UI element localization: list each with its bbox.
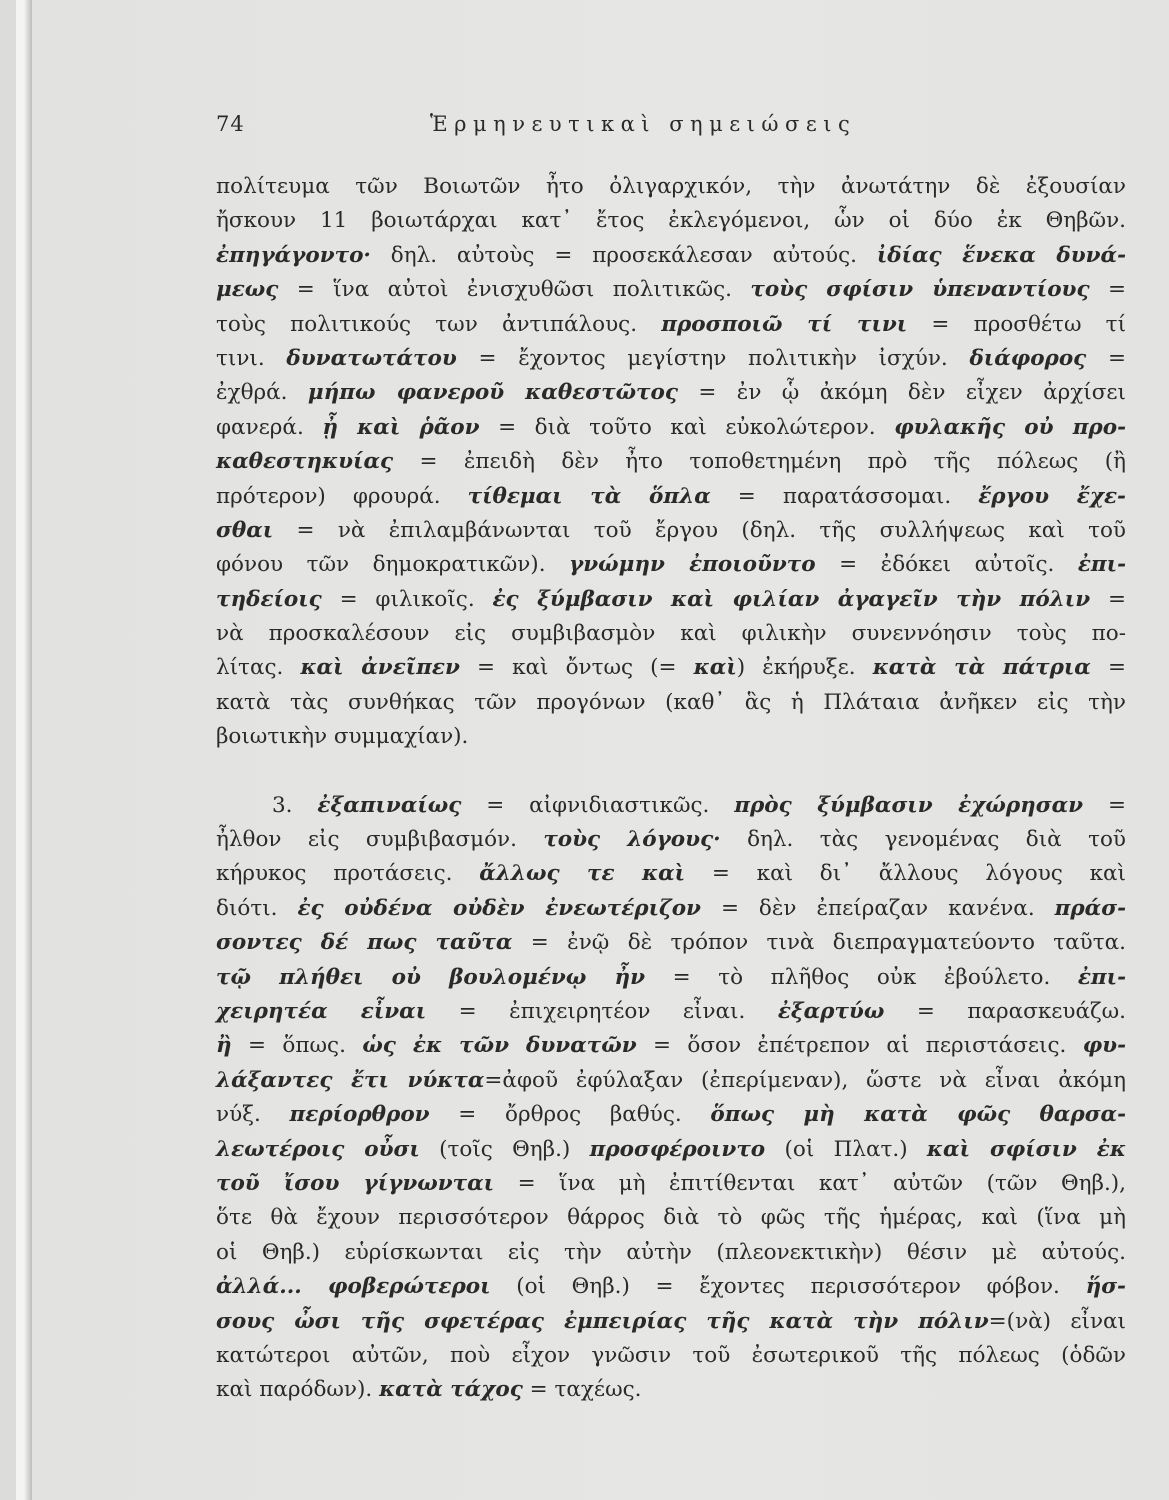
lemma-bold: τῷ πλήθει οὐ βουλομένῳ ἦν [216, 964, 646, 990]
gloss-text: =ἀφοῦ ἐφύλαξαν (ἐπερίμεναν), ὥστε νὰ εἶναι ἀκόμη [484, 1067, 1126, 1093]
gloss-text: = [1086, 345, 1126, 371]
gloss-text: = [1090, 586, 1126, 612]
gloss-text: = ἵνα μὴ ἐπιτίθενται κατ᾽ αὐτῶν (τῶν Θηβ.), [494, 1170, 1126, 1196]
gloss-text: λίτας. [216, 655, 301, 681]
gloss-text: = ἐν ᾧ ἀκόμη δὲν εἶχεν ἀρχίσει [677, 380, 1126, 406]
gloss-text: 3. [272, 792, 318, 818]
gloss-text: = [1089, 277, 1126, 303]
text-line [216, 273, 1126, 307]
gloss-text: νὰ προσκαλέσουν εἰς συμβιβασμὸν καὶ φιλικὴν συνεννόησιν τοὺς πο- [216, 621, 1126, 647]
lemma-bold: καὶ [693, 655, 737, 681]
text-line [216, 1098, 1126, 1132]
gloss-text: κατώτεροι αὐτῶν, ποὺ εἶχον γνῶσιν τοῦ ἐσωτερικοῦ τῆς πόλεως (ὁδῶν [216, 1342, 1126, 1368]
text-line [216, 1339, 1126, 1373]
text-line [216, 1236, 1126, 1270]
lemma-bold: ἐξαπιναίως [317, 792, 462, 818]
lemma-bold: ᾖ καὶ ῥᾶον [322, 414, 480, 440]
page-header [216, 112, 1156, 148]
gloss-text: = καὶ δι᾽ ἄλλους λόγους καὶ [685, 861, 1126, 887]
lemma-bold: σθαι [216, 517, 274, 543]
text-line [216, 1133, 1126, 1167]
lemma-bold: γνώμην ἐποιοῦντο [569, 552, 816, 578]
text-line [216, 514, 1126, 548]
paragraph [216, 789, 1126, 1408]
lemma-bold: ἰδίας ἕνεκα δυνά- [876, 242, 1126, 268]
gloss-text: = ὅπως. [231, 1033, 363, 1059]
text-line [216, 857, 1126, 891]
lemma-bold: καθεστηκυίας [216, 449, 394, 475]
gloss-text: ὅτε θὰ ἔχουν περισσότερον θάρρος διὰ τὸ φῶς τῆς ἡμέρας, καὶ (ἵνα μὴ [216, 1205, 1126, 1231]
text-line [216, 445, 1126, 479]
text-line [216, 617, 1126, 651]
text-line [216, 789, 1126, 823]
gloss-text: πολίτευμα τῶν Βοιωτῶν ἦτο ὀλιγαρχικόν, τὴν ἀνωτάτην δὲ ἐξουσίαν [216, 174, 1126, 199]
text-line [216, 1167, 1126, 1201]
lemma-bold: ἐπηγάγοντο· [216, 242, 371, 268]
lemma-bold: δυνατωτάτου [286, 345, 457, 371]
gloss-text: = ἐπιχειρητέον εἶναι. [426, 998, 778, 1024]
lemma-bold: ἀλλά... φοβερώτεροι [216, 1274, 491, 1300]
text-line [216, 170, 1126, 204]
lemma-bold: τοὺς λόγους· [543, 827, 721, 853]
gloss-text: (τοῖς Θηβ.) [419, 1136, 590, 1162]
lemma-bold: πράσ- [1054, 895, 1126, 921]
text-line [216, 1373, 1126, 1407]
lemma-bold: φυ- [1082, 1033, 1127, 1059]
lemma-bold: καὶ σφίσιν ἐκ [926, 1136, 1126, 1162]
gloss-text: κατὰ τὰς συνθήκας τῶν προγόνων (καθ᾽ ἃς ἡ Πλάταια ἀνῆκεν εἰς τὴν [216, 689, 1126, 715]
gloss-text: = παρασκευάζω. [884, 998, 1127, 1024]
text-line [216, 1201, 1126, 1235]
lemma-bold: ἢ [216, 1033, 232, 1059]
gloss-text: κήρυκος προτάσεις. [216, 861, 480, 887]
lemma-bold: ὅπως μὴ κατὰ φῶς θαρσα- [710, 1102, 1127, 1128]
lemma-bold: διάφορος [969, 345, 1087, 371]
text-line [216, 1270, 1126, 1304]
text-line [216, 995, 1126, 1029]
gloss-text: φόνου τῶν δημοκρατικῶν). [216, 552, 570, 578]
lemma-bold: ἐς ξύμβασιν καὶ φιλίαν ἀγαγεῖν τὴν πόλιν [492, 586, 1091, 612]
lemma-bold: σοντες δέ πως ταῦτα [216, 930, 513, 956]
text-line [216, 720, 1126, 754]
gloss-text: νύξ. [216, 1102, 290, 1128]
lemma-bold: τηδείοις [216, 586, 322, 612]
lemma-bold: καὶ ἀνεῖπεν [300, 655, 460, 681]
text-line [216, 686, 1126, 720]
lemma-bold: κατὰ τὰ πάτρια [872, 655, 1091, 681]
running-title: Ἑρμηνευτικαὶ σημειώσεις [430, 112, 857, 136]
gloss-text: = [1083, 792, 1126, 818]
gloss-text: δηλ. αὐτοὺς = προσεκάλεσαν αὐτούς. [370, 242, 877, 268]
lemma-bold: ὡς ἐκ τῶν δυνατῶν [362, 1033, 637, 1059]
text-line [216, 411, 1126, 445]
lemma-bold: μεως [216, 277, 279, 303]
lemma-bold: μήπω φανεροῦ καθεστῶτος [307, 380, 678, 406]
lemma-bold: τοῦ ἴσου γίγνωνται [216, 1170, 495, 1196]
text-line [216, 480, 1126, 514]
gloss-text: = φιλικοῖς. [321, 586, 493, 612]
text-line [216, 1064, 1126, 1098]
gloss-text: = ἐδόκει αὐτοῖς. [815, 552, 1078, 578]
gloss-text: = καὶ ὄντως (= [459, 655, 694, 681]
text-line [216, 926, 1126, 960]
text-line [216, 1029, 1126, 1063]
gloss-text: καὶ παρόδων). [216, 1377, 380, 1403]
text-line [216, 892, 1126, 926]
lemma-bold: ἐπι- [1077, 552, 1126, 578]
gloss-text: τοὺς πολιτικούς των ἀντιπάλους. [216, 311, 662, 337]
gloss-text: = ἵνα αὐτοὶ ἐνισχυθῶσι πολιτικῶς. [278, 277, 751, 303]
lemma-bold: ἄλλως τε καὶ [479, 861, 686, 887]
lemma-bold: ἐς οὐδένα οὐδὲν ἐνεωτέριζον [297, 895, 701, 921]
gloss-text: ἤσκουν 11 βοιωτάρχαι κατ᾽ ἔτος ἐκλεγόμενοι, ὧν οἱ δύο ἐκ Θηβῶν. [216, 208, 1126, 234]
page-edge [16, 0, 32, 1500]
text-line [216, 342, 1126, 376]
text-line [216, 823, 1126, 857]
text-line [216, 376, 1126, 410]
gloss-text: = διὰ τοῦτο καὶ εὐκολώτερον. [479, 414, 895, 440]
gloss-text: ἐχθρά. [216, 380, 308, 406]
lemma-bold: κατὰ τάχος [379, 1377, 523, 1403]
text-line [216, 239, 1126, 273]
lemma-bold: προσφέροιντο [589, 1136, 766, 1162]
lemma-bold: τοὺς σφίσιν ὑπεναντίους [750, 277, 1090, 303]
lemma-bold: ἐξαρτύω [777, 998, 885, 1024]
lemma-bold: περίορθρον [289, 1102, 430, 1128]
gloss-text: διότι. [216, 895, 298, 921]
lemma-bold: λάξαντες ἔτι νύκτα [216, 1067, 485, 1093]
gloss-text: ) ἐκήρυξε. [736, 655, 873, 681]
gloss-text: = ὅσον ἐπέτρεπον αἱ περιστάσεις. [636, 1033, 1083, 1059]
gloss-text: φανερά. [216, 414, 323, 440]
gloss-text: = ὄρθρος βαθύς. [429, 1102, 711, 1128]
gloss-text: = αἰφνιδιαστικῶς. [461, 792, 735, 818]
text-line [216, 1305, 1126, 1339]
lemma-bold: ἔργου ἔχε- [978, 483, 1126, 509]
lemma-bold: χειρητέα εἶναι [216, 998, 427, 1024]
text-line [216, 961, 1126, 995]
gloss-text: =(νὰ) εἶναι [988, 1308, 1126, 1334]
gloss-text: βοιωτικὴν συμμαχίαν). [216, 724, 469, 750]
gloss-text: = δὲν ἐπείραζαν κανένα. [700, 895, 1055, 921]
lemma-bold: φυλακῆς οὐ προ- [894, 414, 1126, 440]
gloss-text: δηλ. τὰς γενομένας διὰ τοῦ [720, 827, 1126, 853]
gloss-text: ἦλθον εἰς συμβιβασμόν. [216, 827, 544, 853]
text-line [216, 651, 1126, 685]
page-number: 74 [216, 112, 245, 136]
body-text [216, 170, 1126, 1408]
text-line [216, 548, 1126, 582]
gloss-text: = τὸ πλῆθος οὐκ ἐβούλετο. [645, 964, 1078, 990]
paragraph-gap [216, 755, 1126, 789]
lemma-bold: σους ὦσι τῆς σφετέρας ἐμπειρίας τῆς κατὰ τὴν πόλιν [216, 1308, 989, 1334]
lemma-bold: προσποιῶ τί τινι [661, 311, 908, 337]
gloss-text: (οἱ Θηβ.) = ἔχοντες περισσότερον φόβον. [490, 1274, 1086, 1300]
gloss-text: πρότερον) φρουρά. [216, 483, 468, 509]
gloss-text: οἱ Θηβ.) εὑρίσκωνται εἰς τὴν αὐτὴν (πλεονεκτικὴν) θέσιν μὲ αὐτούς. [216, 1239, 1126, 1265]
gloss-text: = προσθέτω τί [907, 311, 1127, 337]
gloss-text: = ἔχοντος μεγίστην πολιτικὴν ἰσχύν. [456, 345, 970, 371]
lemma-bold: ἥσ- [1085, 1274, 1126, 1300]
lemma-bold: τίθεμαι τὰ ὅπλα [467, 483, 711, 509]
gloss-text: = ταχέως. [522, 1377, 642, 1403]
lemma-bold: πρὸς ξύμβασιν ἐχώρησαν [734, 792, 1084, 818]
text-line [216, 308, 1126, 342]
gloss-text: = παρατάσσομαι. [710, 483, 979, 509]
gloss-text: = ἐνῷ δὲ τρόπον τινὰ διεπραγματεύοντο ταῦτα. [512, 930, 1126, 956]
text-line [216, 204, 1126, 238]
gloss-text: (οἱ Πλατ.) [765, 1136, 927, 1162]
paragraph [216, 170, 1126, 755]
gloss-text: = [1090, 655, 1126, 681]
gloss-text: = ἐπειδὴ δὲν ἦτο τοποθετημένη πρὸ τῆς πόλεως (ἢ [393, 449, 1126, 475]
gloss-text: = νὰ ἐπιλαμβάνωνται τοῦ ἔργου (δηλ. τῆς συλλήψεως καὶ τοῦ [273, 517, 1126, 543]
lemma-bold: ἐπι- [1077, 964, 1126, 990]
gloss-text: τινι. [216, 345, 287, 371]
text-line [216, 583, 1126, 617]
lemma-bold: λεωτέροις οὖσι [216, 1136, 420, 1162]
